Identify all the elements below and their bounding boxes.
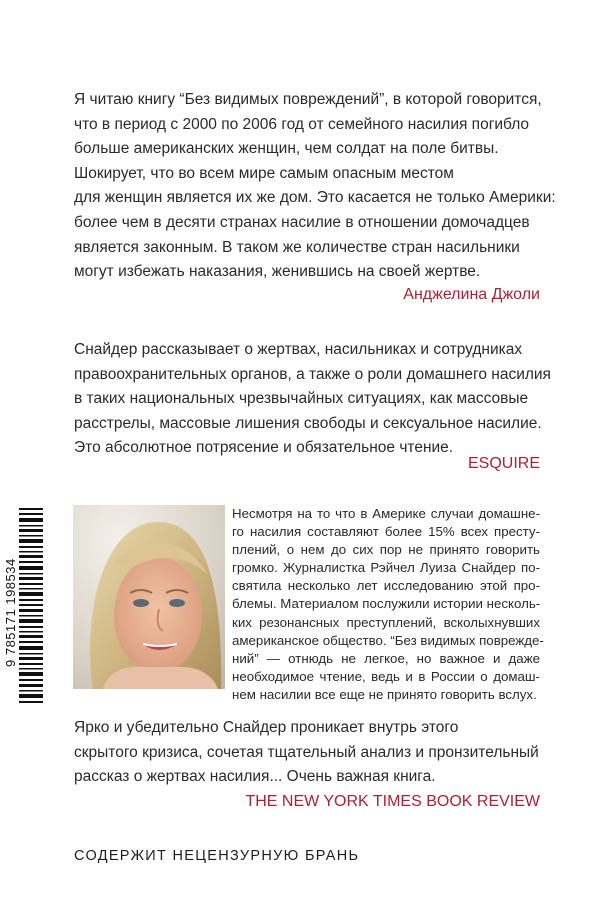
attribution-nyt: THE NEW YORK TIMES BOOK REVIEW: [245, 793, 540, 810]
bio-line: плений, о нем до сих пор не принято говорить: [232, 542, 540, 558]
quote-jolie: [74, 88, 556, 285]
quote-line: более чем в десяти странах насилие в отношении домочадцев: [74, 213, 530, 231]
quote-line: Шокирует, что во всем мире самым опасным местом: [74, 164, 454, 182]
author-photo: [73, 505, 225, 689]
bio-line: го насилия составляют более 15% всех престу-: [232, 524, 540, 540]
quote-line: для женщин является их же дом. Это касается не только Америки:: [74, 189, 556, 207]
quote-line: Я читаю книгу “Без видимых повреждений”, в которой говорится,: [74, 91, 542, 108]
quote-line: могут избежать наказания, женившись на своей жертве.: [74, 263, 481, 281]
quote-line: Снайдер рассказывает о жертвах, насильниках и сотрудниках: [74, 341, 523, 358]
quote-line: является законным. В таком же количестве стран насильники: [74, 238, 520, 256]
bio-line: блемы. Материалом послужили истории несколь-: [232, 596, 541, 612]
quote-line: правоохранительных органов, а также о роли домашнего насилия: [74, 365, 551, 383]
quote-line: Это абсолютное потрясение и обязательное чтение.: [74, 439, 454, 457]
barcode: [19, 508, 43, 704]
bio-line: нем насилии все еще не принято говорить вслух.: [232, 686, 537, 702]
content-warning: СОДЕРЖИТ НЕЦЕНЗУРНУЮ БРАНЬ: [74, 848, 360, 864]
quote-line: что в период с 2000 по 2006 год от семейного насилия погибло: [74, 115, 530, 133]
quote-line: расстрелы, массовые лишения свободы и сексуальное насилие.: [74, 414, 542, 432]
quote-line: больше американских женщин, чем солдат на поле битвы.: [74, 140, 499, 158]
bio-line: святила несколько лет исследованию этой про-: [232, 578, 540, 594]
quote-esquire: [74, 338, 551, 461]
attribution-esquire: ESQUIRE: [467, 455, 540, 472]
author-bio: [232, 505, 544, 704]
quote-line: скрытого кризиса, сочетая тщательный анализ и пронзительный: [74, 743, 539, 761]
barcode-digits: 9 785171 198534: [3, 558, 18, 667]
quote-line: в таких национальных чрезвычайных ситуациях, как массовые: [74, 390, 529, 408]
bio-line: необходимое чтение, ведь и в России о домаш-: [232, 668, 540, 684]
bio-line: американское общество. “Без видимых поврежде-: [232, 632, 544, 648]
quote-line: Ярко и убедительно Снайдер проникает внутрь этого: [74, 719, 459, 736]
bio-line: громко. Журналистка Рэйчел Луиза Снайдер по-: [232, 560, 540, 576]
bio-line: ний” — отнюдь не легкое, но важное и даже: [232, 650, 540, 666]
quote-line: рассказ о жертвах насилия... Очень важная книга.: [74, 768, 436, 786]
bio-line: Несмотря на то что в Америке случаи домашне-: [232, 506, 540, 521]
quote-nyt: [74, 716, 544, 790]
attribution-jolie: Анджелина Джоли: [403, 286, 540, 303]
bio-line: ких резонансных преступлений, всколыхнувших: [232, 614, 540, 630]
